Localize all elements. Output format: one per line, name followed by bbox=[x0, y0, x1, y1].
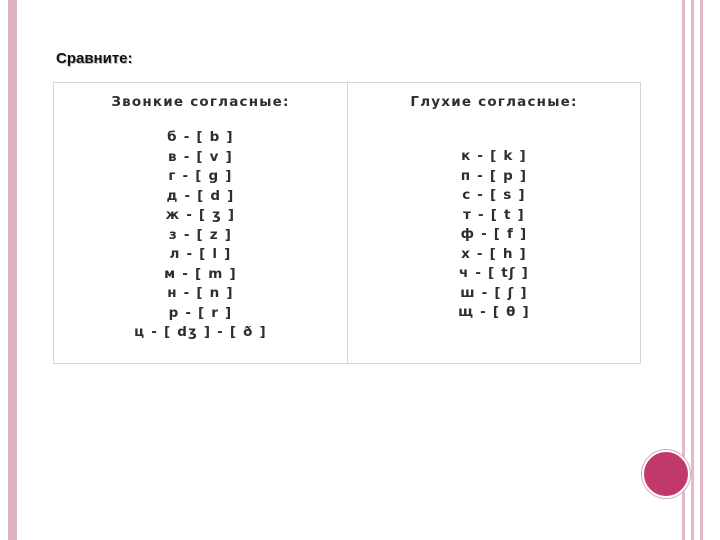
voiced-item: л - [ l ] bbox=[169, 246, 232, 262]
voiced-item: в - [ v ] bbox=[168, 148, 233, 165]
voiceless-item: к - [ k ] bbox=[461, 148, 527, 164]
voiceless-header: Глухие согласные: bbox=[410, 94, 578, 110]
voiced-item: м - [ m ] bbox=[164, 265, 237, 282]
voiced-item: н - [ n ] bbox=[167, 285, 234, 301]
voiced-list bbox=[54, 128, 347, 343]
right-rail-line bbox=[691, 0, 694, 540]
right-decorative-rail bbox=[682, 0, 708, 540]
voiced-item: г - [ g ] bbox=[168, 168, 233, 184]
voiced-column bbox=[54, 83, 348, 363]
voiced-item: б - [ b ] bbox=[167, 129, 234, 145]
voiceless-item: щ - [ θ ] bbox=[458, 304, 530, 320]
slide-heading: Сравните: bbox=[56, 50, 133, 67]
decorative-circle bbox=[642, 450, 690, 498]
right-rail-line bbox=[700, 0, 703, 540]
voiced-item: д - [ d ] bbox=[166, 187, 235, 204]
voiceless-item: ш - [ ʃ ] bbox=[460, 284, 528, 301]
voiceless-item: с - [ s ] bbox=[462, 187, 526, 203]
voiced-item: з - [ z ] bbox=[168, 226, 233, 243]
voiceless-column bbox=[348, 83, 640, 363]
voiced-header: Звонкие согласные: bbox=[111, 94, 290, 110]
voiced-item: р - [ r ] bbox=[168, 304, 233, 321]
consonants-table bbox=[53, 82, 641, 364]
voiceless-item: ч - [ tʃ ] bbox=[458, 265, 530, 281]
voiceless-item: п - [ p ] bbox=[460, 167, 528, 184]
voiced-item: ж - [ ʒ ] bbox=[165, 207, 236, 223]
voiceless-item: ф - [ f ] bbox=[460, 226, 528, 242]
voiceless-item: т - [ t ] bbox=[463, 206, 525, 223]
voiceless-list bbox=[348, 147, 640, 323]
voiced-item: ц - [ dʒ ] - [ ð ] bbox=[134, 324, 267, 340]
voiceless-item: х - [ h ] bbox=[461, 245, 527, 262]
left-decorative-bar bbox=[8, 0, 17, 540]
